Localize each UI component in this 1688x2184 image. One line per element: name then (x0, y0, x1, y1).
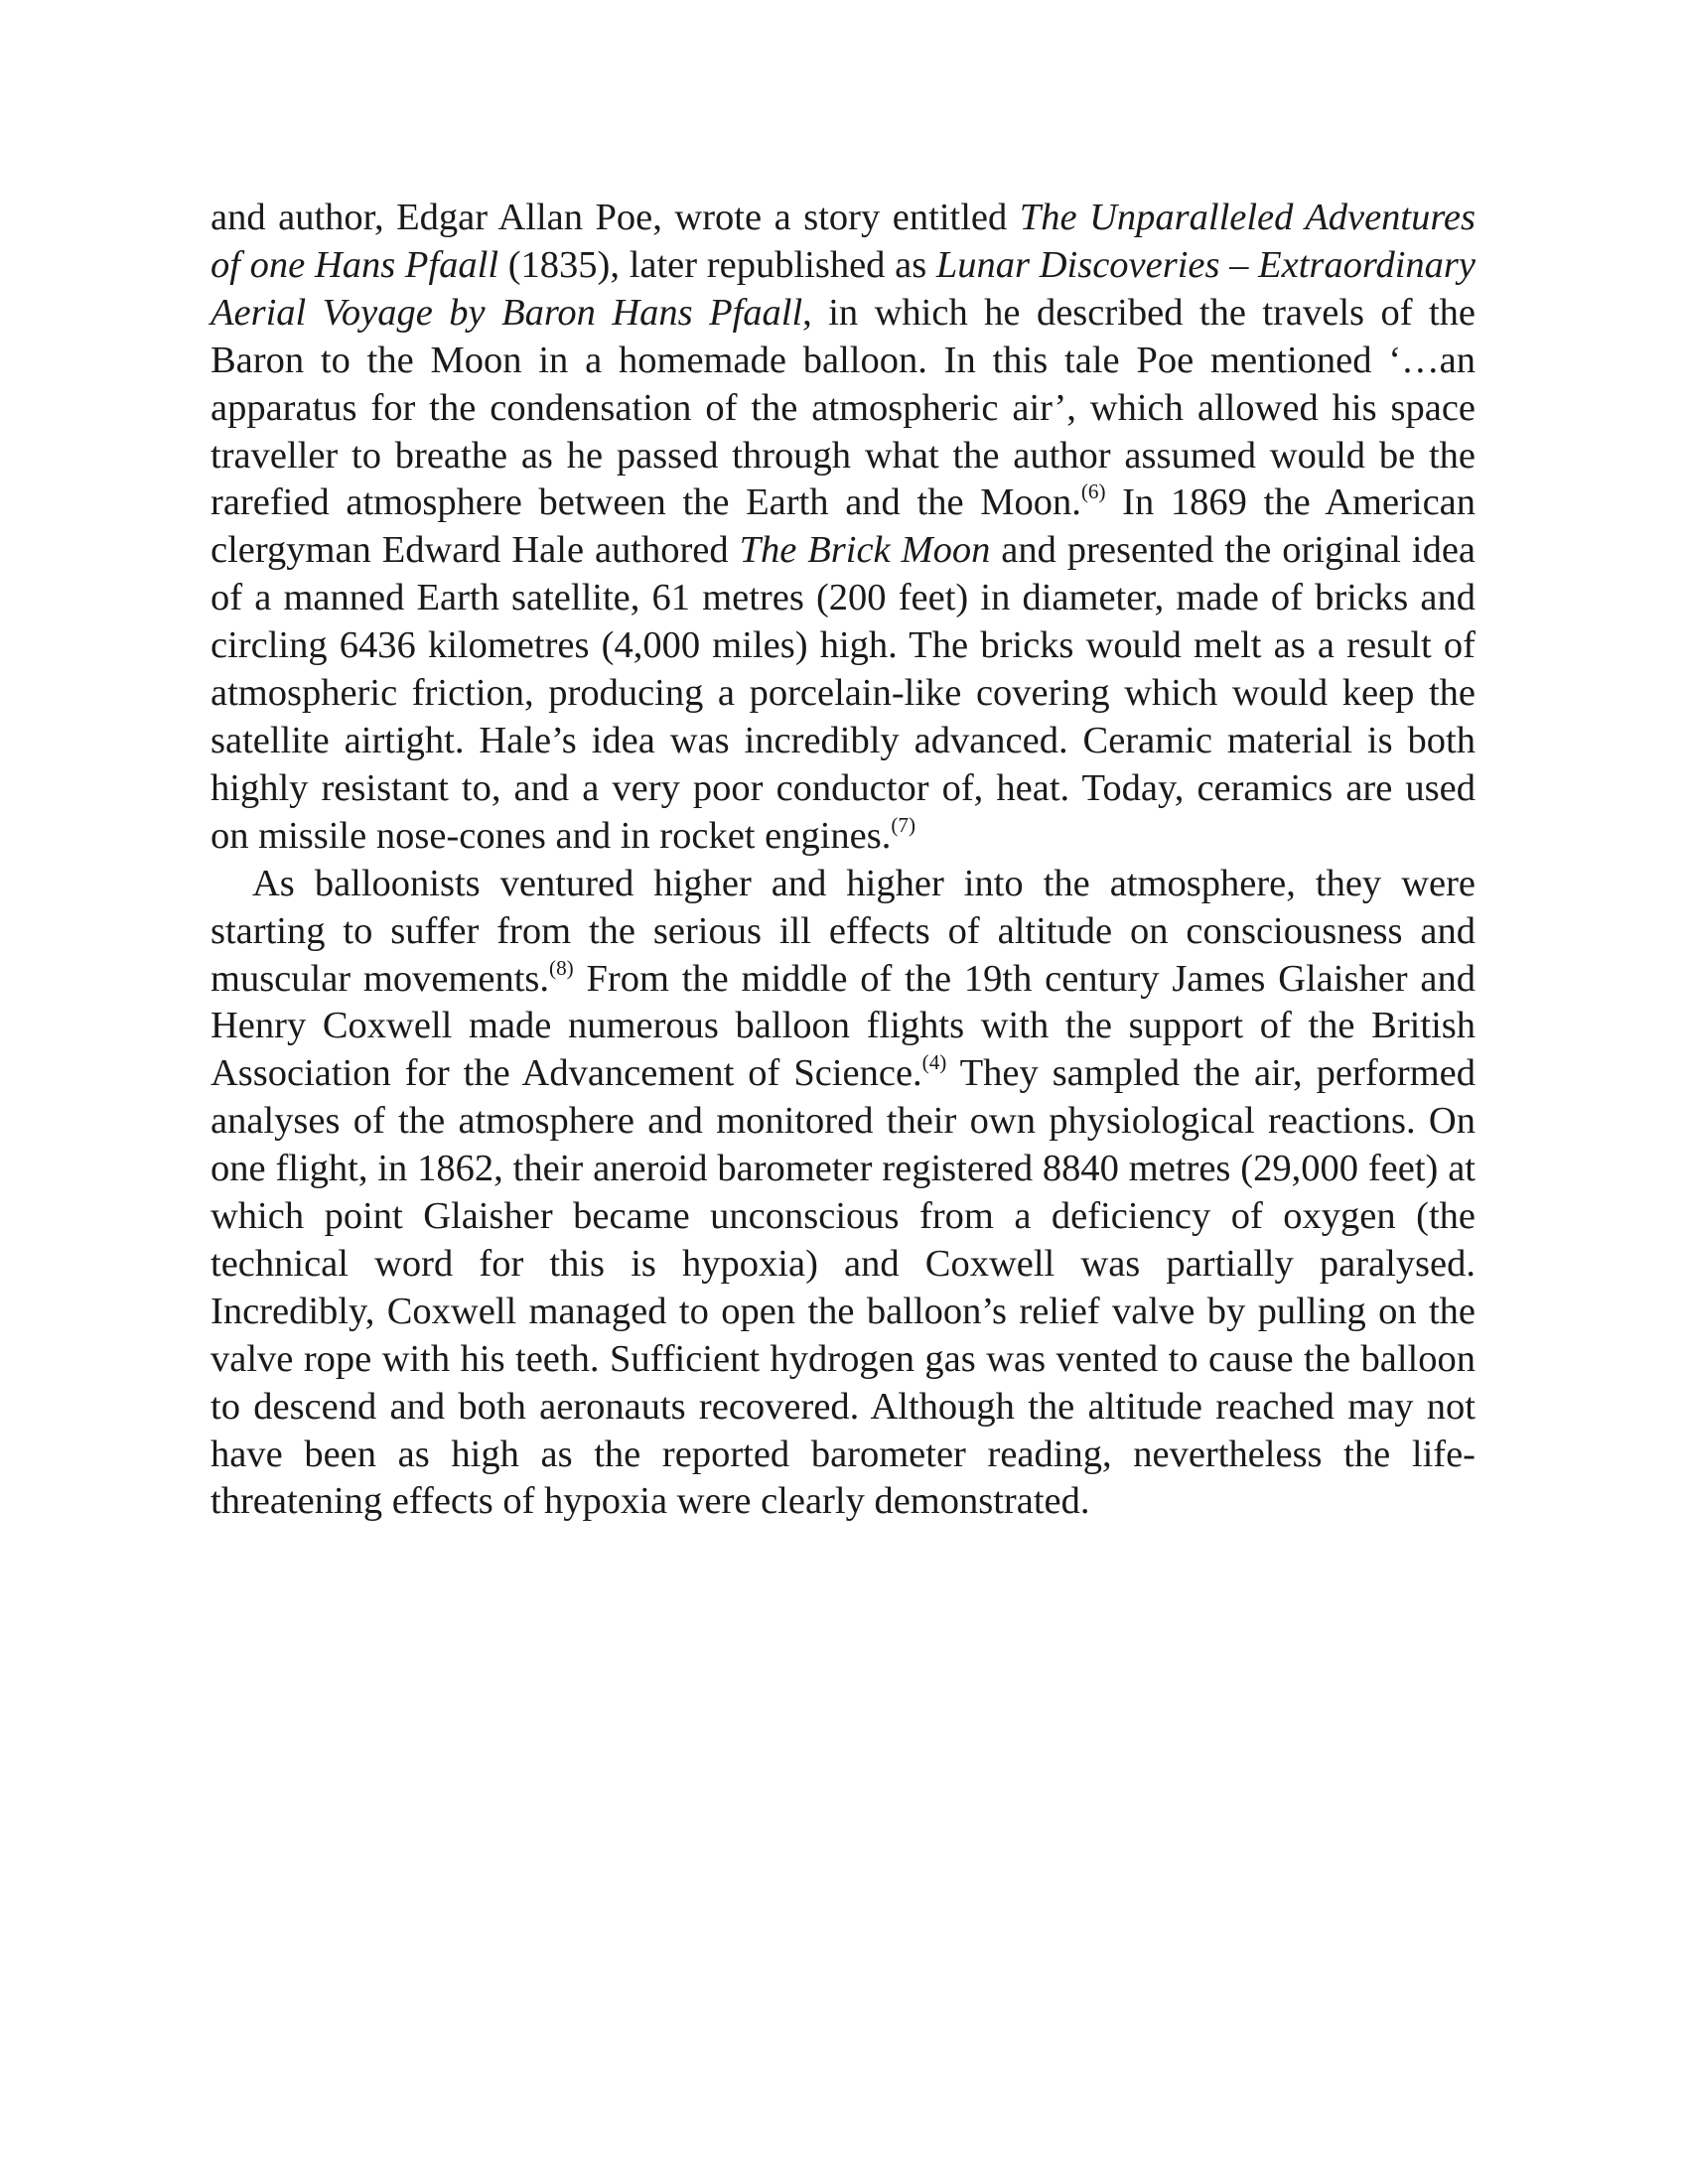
italic-title: The Unparalleled Adventures of one Hans Pfaall (211, 197, 1476, 286)
footnote-reference: (4) (921, 1050, 947, 1075)
italic-title: Lunar Discoveries – Extraordinary Aerial Voyage by Baron Hans Pfaall (211, 243, 1476, 334)
text-run: From the middle of the 19th century James Glaisher and Henry Coxwell made numerous balloon flights with the support of the British Association for the Advancement of Science. (211, 957, 1476, 1095)
text-run: (1835), later republished as (498, 243, 936, 286)
text-run: and presented the original idea of a manned Earth satellite, 61 metres (200 feet) in diameter, made of bricks and circling 6436 kilometres (4,000 miles) high. The bricks would melt as a result of atmospheric friction, producing a porcelain-like covering which would keep the satellite airtight. Hale’s idea was incredibly advanced. Ceramic material is both highly resistant to, and a very poor conductor of, heat. Today, ceramics are used on missile nose-cones and in rocket engines. (211, 529, 1476, 857)
text-run: , in which he described the travels of the Baron to the Moon in a homemade balloon. In this tale Poe mentioned ‘…an apparatus for the condensation of the atmospheric air’, which allowed his space traveller to breathe as he passed through what the author assumed would be the rarefied atmosphere between the Earth and the Moon. (211, 291, 1476, 524)
footnote-reference: (7) (891, 812, 916, 837)
paragraph (211, 861, 1476, 1527)
paragraph (211, 195, 1476, 861)
text-run: In 1869 the American clergyman Edward Hale authored (211, 481, 1476, 572)
italic-title: The Brick Moon (739, 529, 991, 572)
text-run: They sampled the air, performed analyses of the atmosphere and monitored their own physiological reactions. On one flight, in 1862, their aneroid barometer registered 8840 metres (29,000 feet) at which point Glaisher became unconscious from a deficiency of oxygen (the technical word for this is hypoxia) and Coxwell was partially paralysed. Incredibly, Coxwell managed to open the balloon’s relief valve by pulling on the valve rope with his teeth. Sufficient hydrogen gas was vented to cause the balloon to descend and both aeronauts recovered. Although the altitude reached may not have been as high as the reported barometer reading, nevertheless the life-threatening effects of hypoxia were clearly demonstrated. (211, 1052, 1476, 1523)
text-run: and author, Edgar Allan Poe, wrote a story entitled (211, 197, 1020, 238)
body-text (211, 195, 1476, 1526)
footnote-reference: (8) (549, 955, 574, 980)
footnote-reference: (6) (1080, 479, 1106, 504)
text-run: As balloonists ventured higher and higher into the atmosphere, they were starting to suffer from the serious ill effects of altitude on consciousness and muscular movements. (211, 862, 1476, 1000)
